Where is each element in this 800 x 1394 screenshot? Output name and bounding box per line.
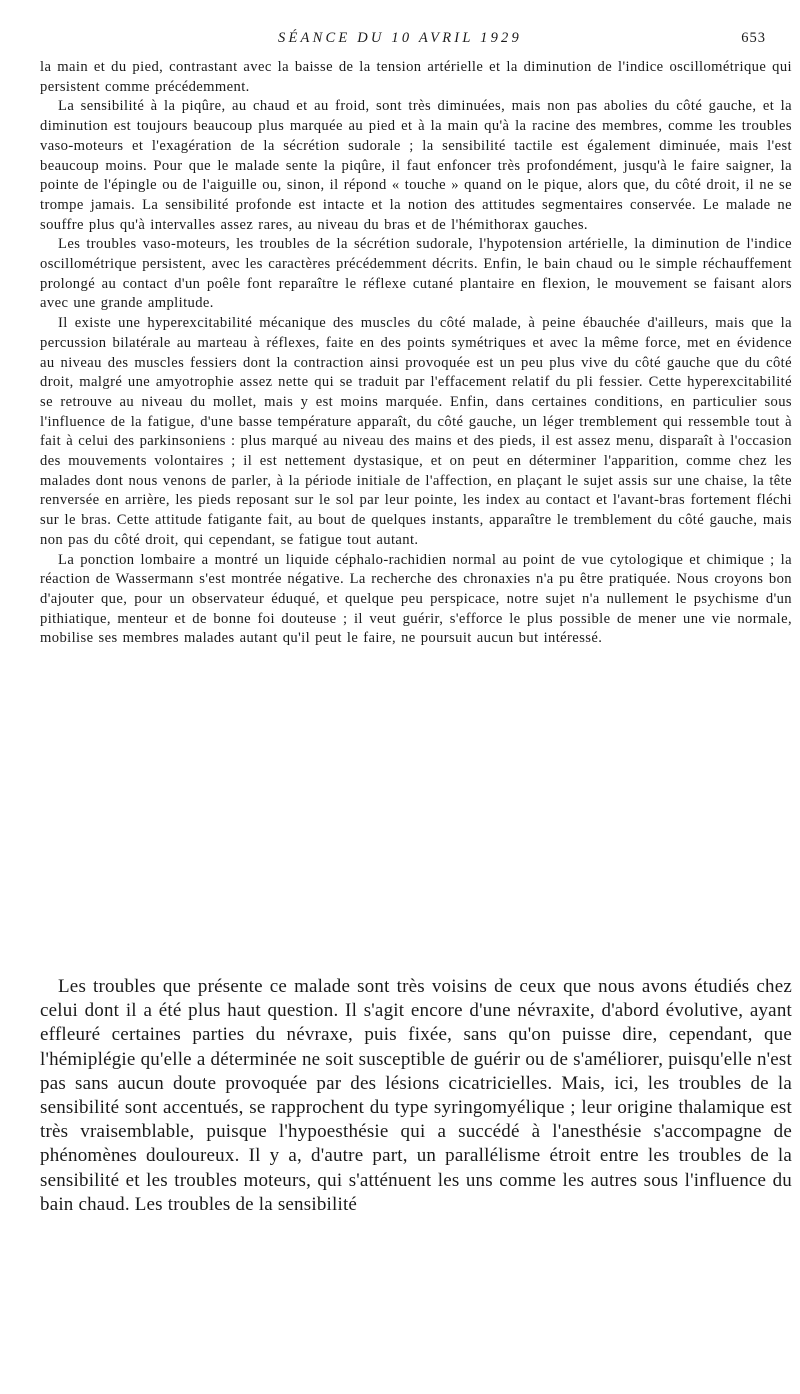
paragraph: Les troubles que présente ce malade sont très voisins de ceux que nous avons étudiés chez celui dont il a été plus haut question. Il s'agit encore d'une névraxite, d'abord évolutive, ayant effleuré certaines parties du névraxe, puis fixée, sans qu'on puisse dire, cependant, que l'hémiplégie qu'elle a déterminée ne soit susceptible de guérir ou de s'améliorer, puisqu'elle n'est pas sans aucun doute provoquée par des lésions cicatricielles. Mais, ici, les troubles de la sensibilité sont accentués, se rapprochent du type syringomyélique ; leur origine thalamique est très vraisemblable, puisque l'hypoesthésie qui a succédé à l'anesthésie s'accompagne de phénomènes douloureux. Il y a, d'autre part, un parallélisme étroit entre les troubles de la sensibilité et les troubles moteurs, qui s'atténuent les uns comme les autres sous l'influence du bain chaud. Les troubles de la sensibilité	[40, 976, 792, 1215]
running-header	[0, 30, 800, 54]
running-title: SÉANCE DU 10 AVRIL 1929	[278, 30, 522, 46]
paragraph: La sensibilité à la piqûre, au chaud et au froid, sont très diminuées, mais non pas abolies du côté gauche, et la diminution est toujours beaucoup plus marquée au pied et à la main qu'à la racine des membres, comme les troubles vaso-moteurs et l'exagération de la sécrétion sudorale ; la sensibilité tactile est également diminuée, mais l'est beaucoup moins. Pour que le malade sente la piqûre, il faut enfoncer très profondément, jusqu'à le faire saigner, la pointe de l'épingle ou de l'aiguille ou, sinon, il répond « touche » quand on le pique, alors que, du côté droit, il ne se trompe jamais. La sensibilité profonde est intacte et la notion des attitudes segmentaires conservée. Le malade ne souffre plus qu'à intervalles assez rares, au niveau du bras et de l'hémithorax gauches.	[40, 98, 792, 233]
discussion-text-block	[40, 975, 792, 1217]
page-number: 653	[741, 30, 766, 46]
paragraph: Il existe une hyperexcitabilité mécanique des muscles du côté malade, à peine ébauchée d'ailleurs, mais que la percussion bilatérale au marteau à réflexes, faite en des points symétriques et avec la même force, met en évidence au niveau des muscles fessiers dont la contraction ainsi provoquée est un peu plus vive du côté gauche que du côté droit, malgré une amyotrophie assez nette qui se traduit par l'effacement relatif du pli fessier. Cette hyperexcitabilité se retrouve au niveau du mollet, mais y est moins marquée. Enfin, dans certaines conditions, en particulier sous l'influence de la fatigue, d'une basse température apparaît, du côté gauche, un léger tremblement qui ressemble tout à fait à celui des parkinsoniens : plus marqué au niveau des mains et des pieds, il est assez menu, disparaît à l'occasion des mouvements volontaires ; il est nettement dystasique, et on peut en déterminer l'apparition, comme chez les malades dont nous venons de parler, à la période initiale de l'affection, en plaçant le sujet assis sur une chaise, la tête renversée en arrière, les pieds reposant sur le sol par leur pointe, les index au contact et l'avant-bras fortement fléchi sur le bras. Cette attitude fatigante fait, au bout de quelques instants, apparaître le tremblement du côté gauche, mais non pas du côté droit, qui cependant, se fatigue tout autant.	[40, 315, 792, 548]
paragraph: la main et du pied, contrastant avec la baisse de la tension artérielle et la diminution de l'indice oscillométrique qui persistent comme précédemment.	[40, 59, 792, 95]
paragraph: La ponction lombaire a montré un liquide céphalo-rachidien normal au point de vue cytologique et chimique ; la réaction de Wassermann s'est montrée négative. La recherche des chronaxies n'a pu être pratiquée. Nous croyons bon d'ajouter que, pour un observateur éduqué, et quelque peu perspicace, notre sujet n'a nullement le psychisme d'un pithiatique, menteur et de bonne foi douteuse ; il veut guérir, s'efforce le plus possible de mener une vie normale, mobilise ses membres malades autant qu'il peut le faire, ne poursuit aucun but intéressé.	[40, 551, 792, 647]
paragraph: Les troubles vaso-moteurs, les troubles de la sécrétion sudorale, l'hypotension artérielle, la diminution de l'indice oscillométrique persistent, avec les caractères précédemment décrits. Enfin, le bain chaud ou le simple réchauffement prolongé au contact d'un poêle font reparaître le réflexe cutané plantaire en flexion, le mouvement se faisant alors avec une grande amplitude.	[40, 236, 792, 312]
observation-text-block	[40, 58, 792, 649]
